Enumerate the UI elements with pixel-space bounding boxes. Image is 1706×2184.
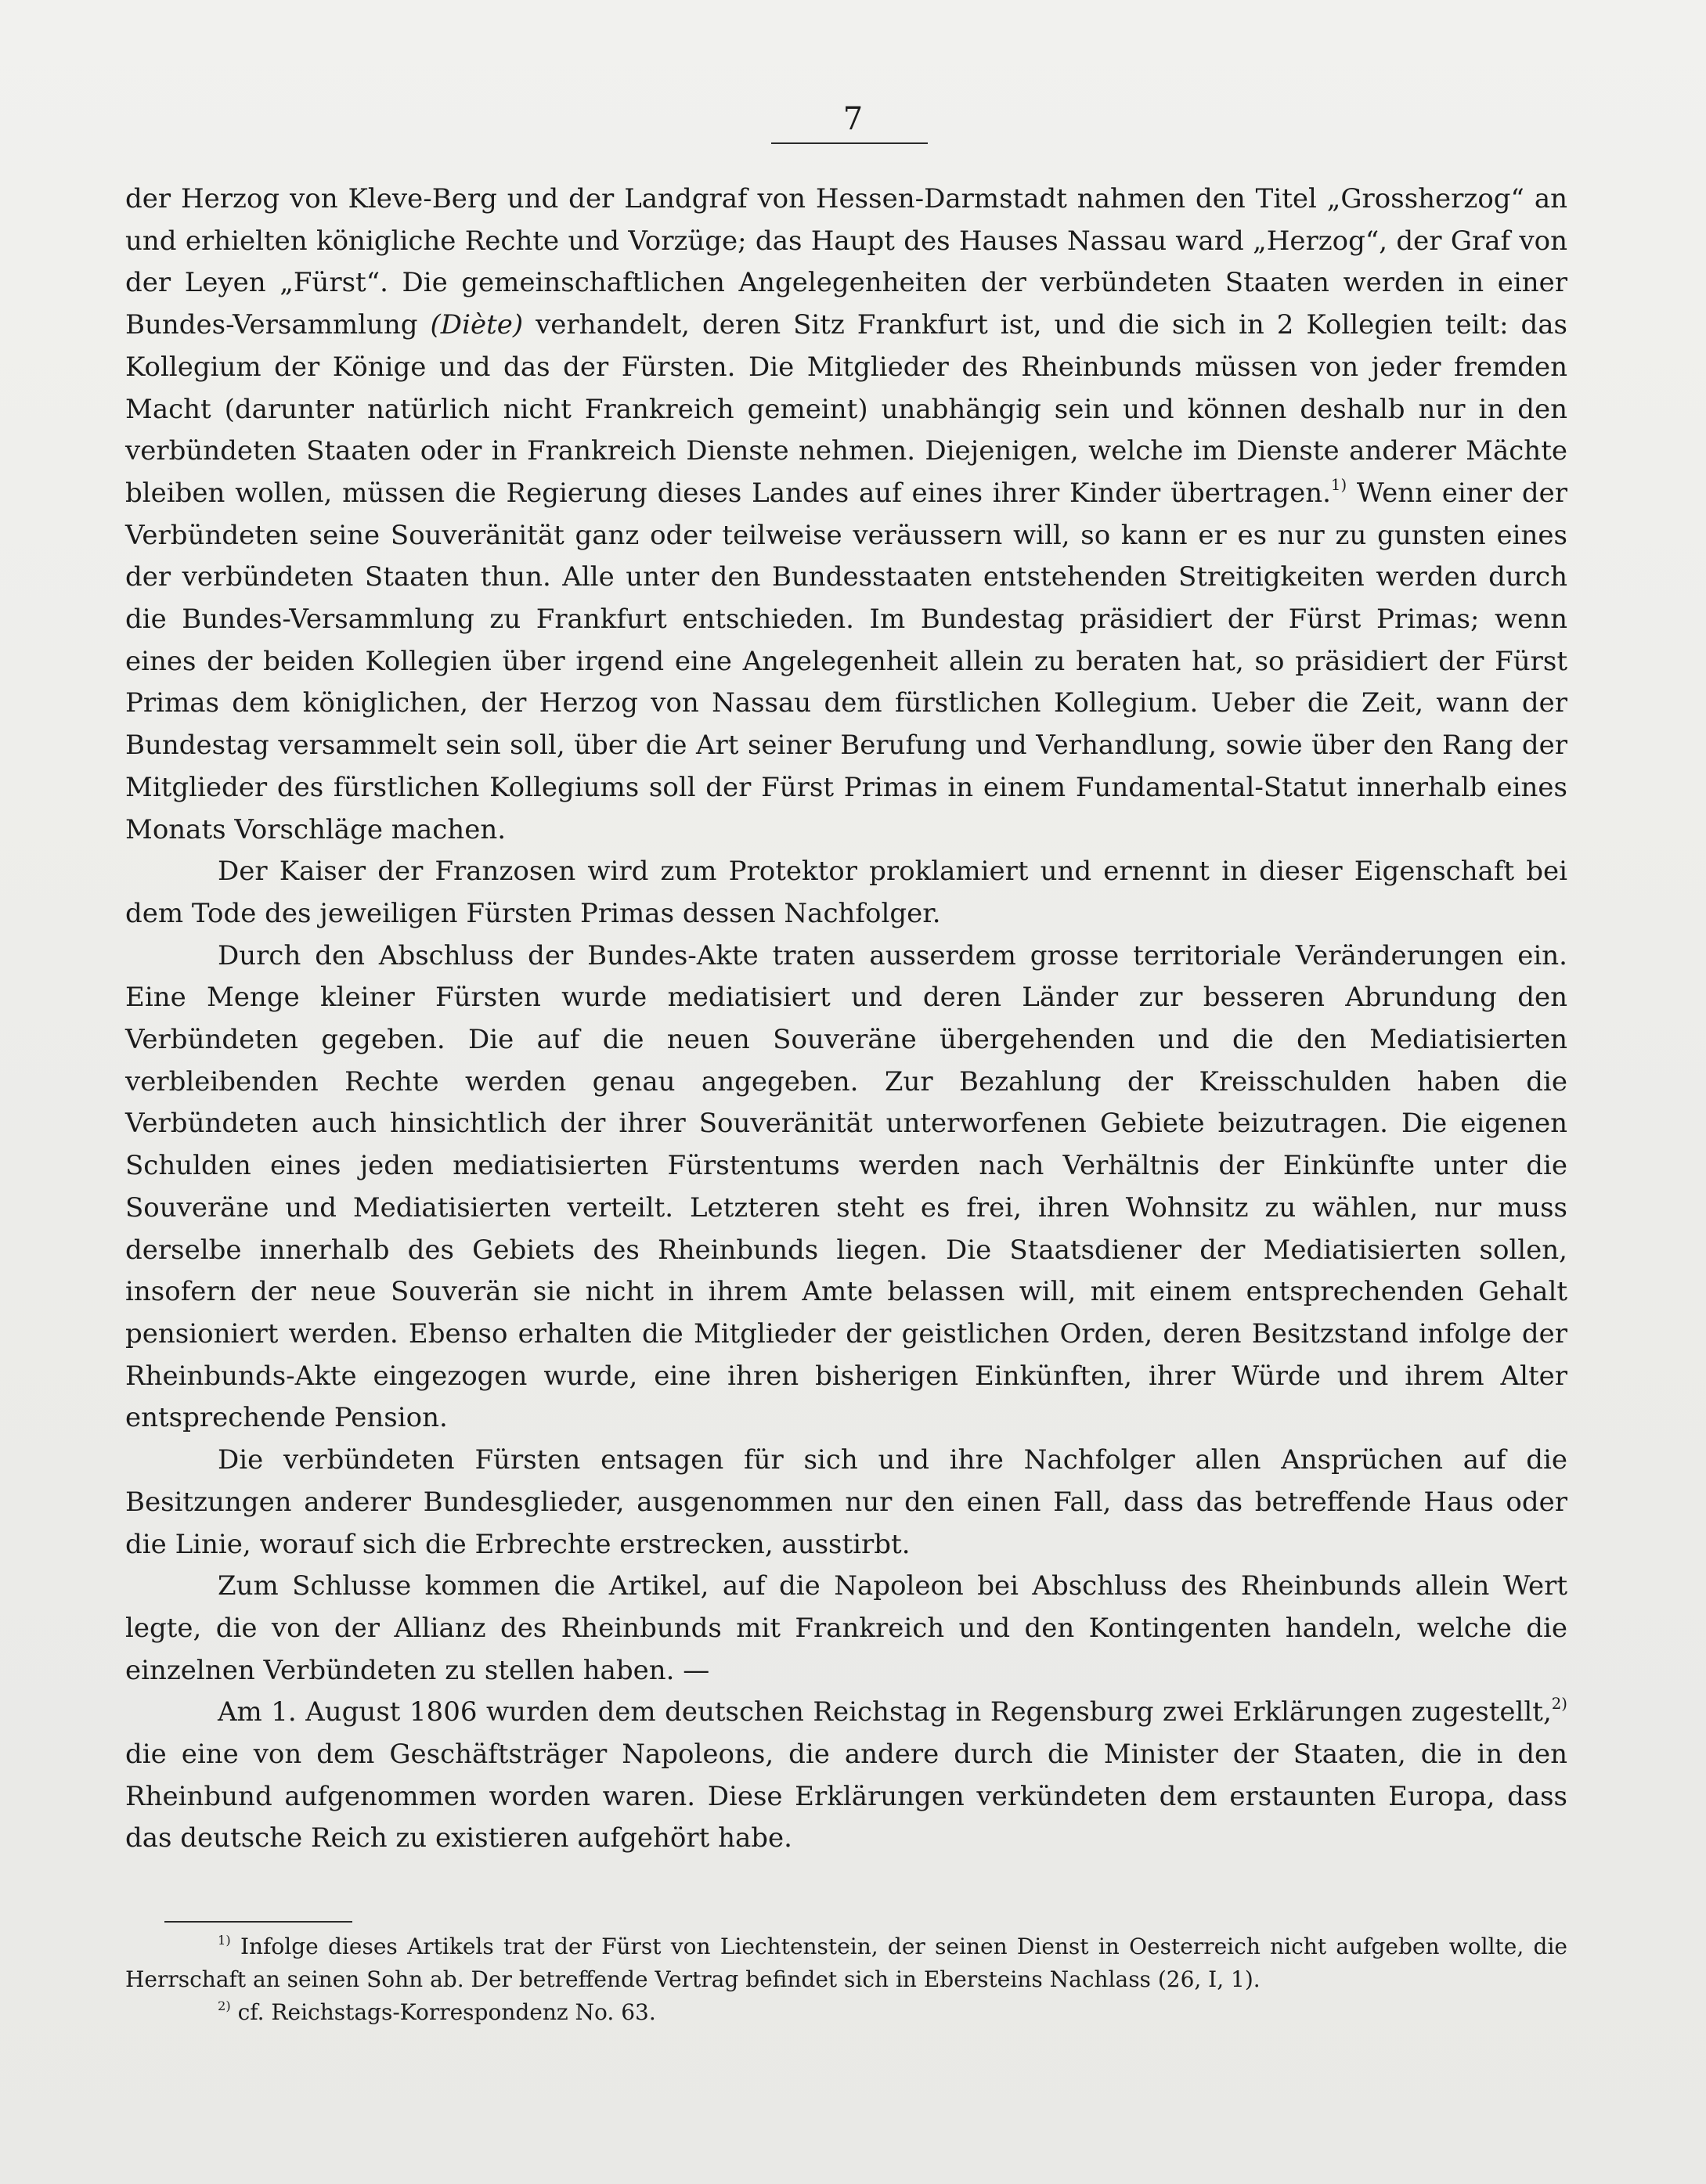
- footnote-ref-2[interactable]: 2): [1551, 1695, 1567, 1714]
- italic-term: (Diète): [430, 309, 524, 341]
- body-text: [125, 178, 1567, 1860]
- footnote-1: $^{1)}$ Infolge dieses Artikels trat der Fürst von Liechtenstein, der seinen Dienst in Oesterreich nicht aufgeben wollte, die Herrschaft an seinen Sohn ab. Der betreffende Vertrag befindet sich in Ebersteins Nachlass (26, I, 1).: [125, 1932, 1567, 1992]
- page-number: 7: [842, 101, 864, 137]
- footnote-rule: [164, 1921, 352, 1923]
- page-number-rule: [771, 142, 928, 144]
- footnote-marker-2: 2): [218, 1998, 231, 2013]
- paragraph-4: Die verbündeten Fürsten entsagen für sich und ihre Nachfolger allen Ansprüchen auf die Besitzungen anderer Bundesglieder, ausgenommen nur den einen Fall, dass das betreffende Haus oder die Linie, worauf sich die Erbrechte erstrecken, ausstirbt.: [125, 1444, 1567, 1560]
- footnote-ref-1[interactable]: 1): [1330, 476, 1347, 495]
- paragraph-6: Am 1. August 1806 wurden dem deutschen Reichstag in Regensburg zwei Erklärungen zugestellt,$^{2)}$ die eine von dem Geschäftsträger Napoleons, die andere durch die Minister der Staaten, die in den Rheinbund aufgenommen worden waren. Diese Erklärungen verkündeten dem erstaunten Europa, dass das deutsche Reich zu existieren aufgehört habe.: [125, 1695, 1567, 1854]
- footnotes: [125, 1930, 1567, 2029]
- paragraph-1: der Herzog von Kleve-Berg und der Landgraf von Hessen-Darmstadt nahmen den Titel „Grossherzog“ an und erhielten königliche Rechte und Vorzüge; das Haupt des Hauses Nassau ward „Herzog“, der Graf von der Leyen „Fürst“. Die gemeinschaftlichen Angelegenheiten der verbündeten Staaten werden in einer Bundes-Versammlung (Diète) verhandelt, deren Sitz Frankfurt ist, und die sich in 2 Kollegien teilt: das Kollegium der Könige und das der Fürsten. Die Mitglieder des Rheinbunds müssen von jeder fremden Macht (darunter natürlich nicht Frankreich gemeint) unabhängig sein und können deshalb nur in den verbündeten Staaten oder in Frankreich Dienste nehmen. Diejenigen, welche im Dienste anderer Mächte bleiben wollen, müssen die Regierung dieses Landes auf eines ihrer Kinder übertragen.$^{1)}$ Wenn einer der Verbündeten seine Souveränität ganz oder teilweise veräussern will, so kann er es nur zu gunsten eines der verbündeten Staaten thun. Alle unter den Bundesstaaten entstehenden Streitigkeiten werden durch die Bundes-Versammlung zu Frankfurt entschieden. Im Bundestag präsidiert der Fürst Primas; wenn eines der beiden Kollegien über irgend eine Angelegenheit allein zu beraten hat, so präsidiert der Fürst Primas dem königlichen, der Herzog von Nassau dem fürstlichen Kollegium. Ueber die Zeit, wann der Bundestag versammelt sein soll, über die Art seiner Berufung und Verhandlung, sowie über den Rang der Mitglieder des fürstlichen Kollegiums soll der Fürst Primas in einem Fundamental-Statut innerhalb eines Monats Vorschläge machen.: [125, 183, 1567, 845]
- paragraph-5: Zum Schlusse kommen die Artikel, auf die Napoleon bei Abschluss des Rheinbunds allein Wert legte, die von der Allianz des Rheinbunds mit Frankreich und den Kontingenten handeln, welche die einzelnen Verbündeten zu stellen haben. —: [125, 1570, 1567, 1686]
- paragraph-3: Durch den Abschluss der Bundes-Akte traten ausserdem grosse territoriale Veränderungen ein. Eine Menge kleiner Fürsten wurde mediatisiert und deren Länder zur besseren Abrundung den Verbündeten gegeben. Die auf die neuen Souveräne übergehenden und die den Mediatisierten verbleibenden Rechte werden genau angegeben. Zur Bezahlung der Kreisschulden haben die Verbündeten auch hinsichtlich der ihrer Souveränität unterworfenen Gebiete beizutragen. Die eigenen Schulden eines jeden mediatisierten Fürstentums werden nach Verhältnis der Einkünfte unter die Souveräne und Mediatisierten verteilt. Letzteren steht es frei, ihren Wohnsitz zu wählen, nur muss derselbe innerhalb des Gebiets des Rheinbunds liegen. Die Staatsdiener der Mediatisierten sollen, insofern der neue Souverän sie nicht in ihrem Amte belassen will, mit einem entsprechenden Gehalt pensioniert werden. Ebenso erhalten die Mitglieder der geistlichen Orden, deren Besitzstand infolge der Rheinbunds-Akte eingezogen wurde, eine ihren bisherigen Einkünften, ihrer Würde und ihrem Alter entsprechende Pension.: [125, 939, 1567, 1434]
- paragraph-2: Der Kaiser der Franzosen wird zum Protektor proklamiert und ernennt in dieser Eigenschaft bei dem Tode des jeweiligen Fürsten Primas dessen Nachfolger.: [125, 856, 1567, 929]
- footnote-2: $^{2)}$ cf. Reichstags-Korrespondenz No. 63.: [218, 1998, 656, 2025]
- footnote-marker-1: 1): [218, 1932, 231, 1948]
